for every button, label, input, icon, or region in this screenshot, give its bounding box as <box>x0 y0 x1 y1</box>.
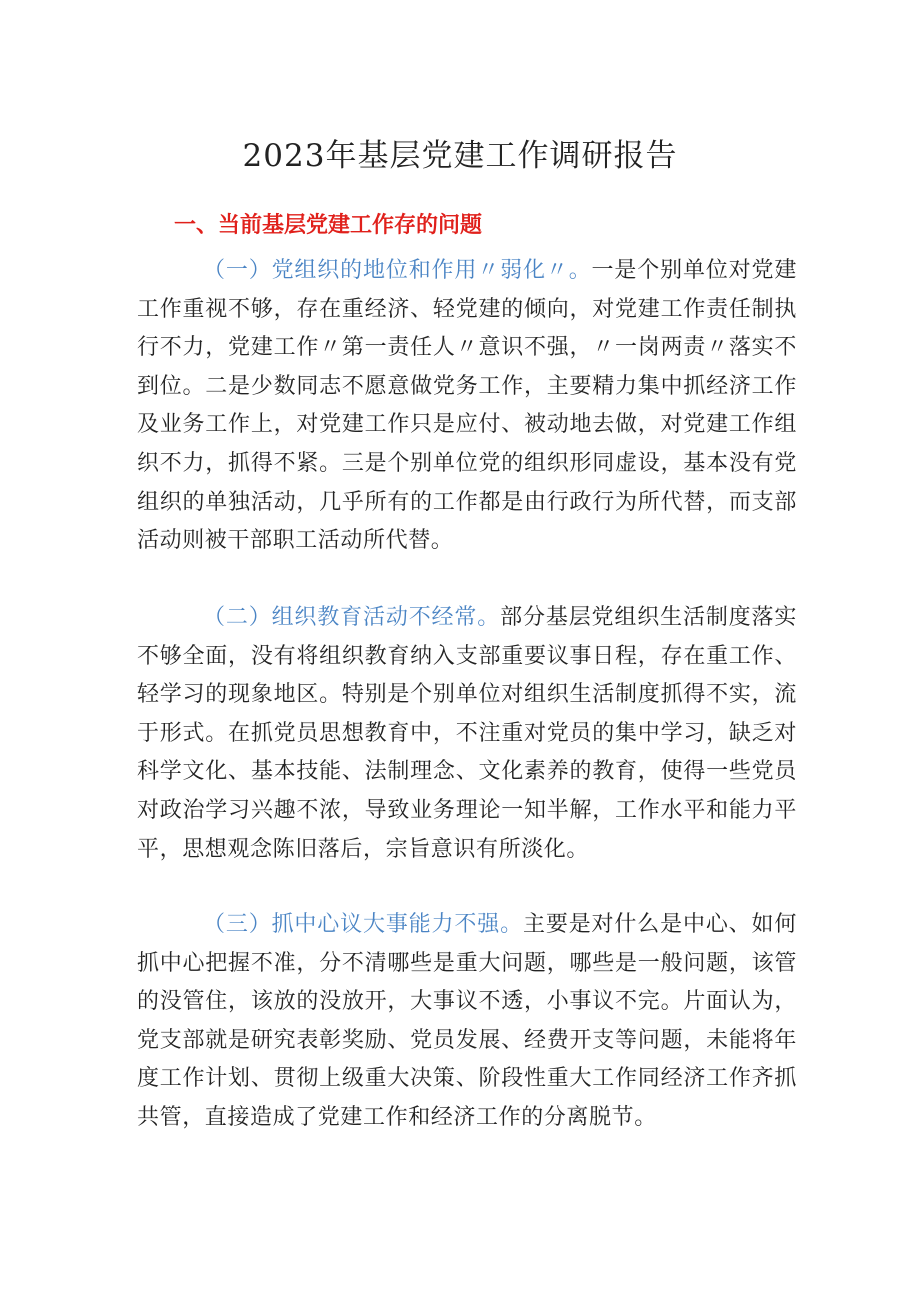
paragraph-3-subhead: （三）抓中心议大事能力不强。 <box>203 912 523 937</box>
document-title: 2023年基层党建工作调研报告 <box>242 138 678 174</box>
paragraph-2 <box>137 599 797 869</box>
paragraph-1-body: 一是个别单位对党建工作重视不够，存在重经济、轻党建的倾向，对党建工作责任制执行不力，党建工作〃第一责任人〃意识不强，〃一岗两责〃落实不到位。二是少数同志不愿意做党务工作，主要精力集中抓经济工作及业务工作上，对党建工作只是应付、被动地去做，对党建工作组织不力，抓得不紧。三是个别单位党的组织形同虚设，基本没有党组织的单独活动，几乎所有的工作都是由行政行为所代替，而支部活动则被干部职工活动所代替。 <box>137 258 797 554</box>
section-heading: 一、当前基层党建工作存的问题 <box>174 213 483 238</box>
paragraph-3-body: 主要是对什么是中心、如何抓中心把握不准，分不清哪些是重大问题，哪些是一般问题，该管的没管住，该放的没放开，大事议不透，小事议不完。片面认为，党支部就是研究表彰奖励、党员发展、经费开支等问题，未能将年度工作计划、贯彻上级重大决策、阶段性重大工作同经济工作齐抓共管，直接造成了党建工作和经济工作的分离脱节。 <box>137 912 797 1130</box>
paragraph-1-subhead: （一）党组织的地位和作用〃弱化〃。 <box>203 258 592 283</box>
paragraph-2-body: 部分基层党组织生活制度落实不够全面，没有将组织教育纳入支部重要议事日程，存在重工作、轻学习的现象地区。特别是个别单位对组织生活制度抓得不实，流于形式。在抓党员思想教育中，不注重对党员的集中学习，缺乏对科学文化、基本技能、法制理念、文化素养的教育，使得一些党员对政治学习兴趣不浓，导致业务理论一知半解，工作水平和能力平平，思想观念陈旧落后，宗旨意识有所淡化。 <box>137 605 797 862</box>
paragraph-2-subhead: （二）组织教育活动不经常。 <box>203 605 501 630</box>
paragraph-3 <box>137 906 797 1138</box>
paragraph-1 <box>137 252 797 561</box>
